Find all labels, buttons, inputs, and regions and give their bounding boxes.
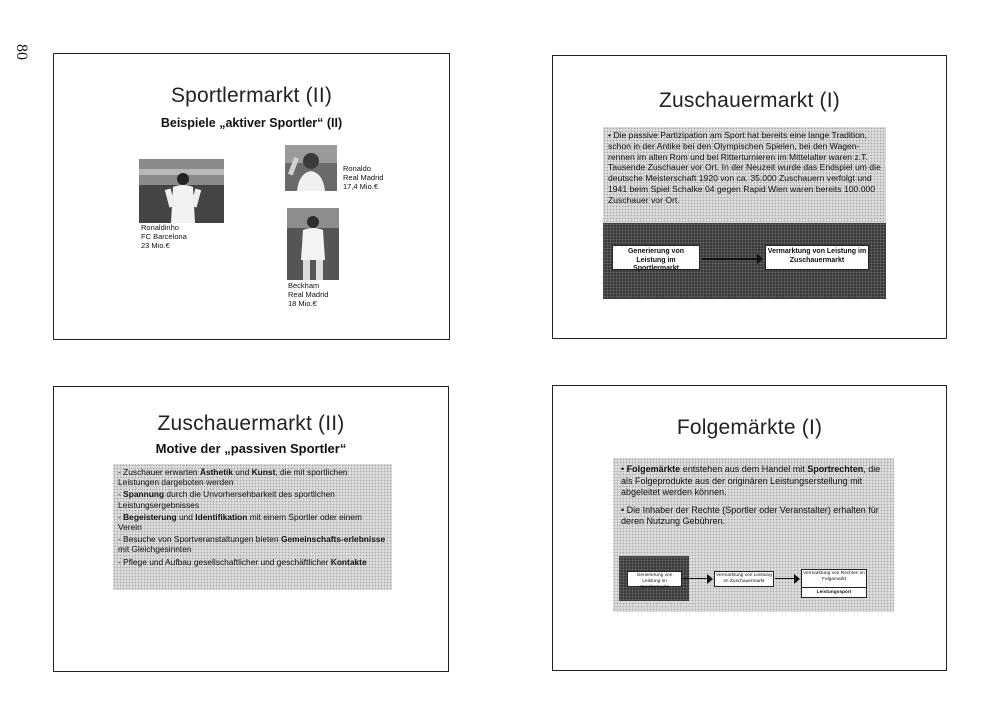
slide-sportlermarkt-ii	[53, 53, 450, 340]
box-vermarktung-rechte: Vermarktung von Rechten im Folgemarkt Leistungssport	[801, 569, 867, 598]
list-item: - Begeisterung und Identifikation mit einem Sportler oder einem Verein	[118, 511, 362, 533]
box-vermarktung: Vermarktung von Leistung im Zuschauermarkt	[765, 245, 869, 270]
list-item: - Zuschauer erwarten Ästhetik und Kunst, die mit sportlichen Leistungen dargeboten werden	[118, 467, 348, 488]
ronaldo-photo	[285, 145, 337, 191]
beckham-caption: Beckham Real Madrid 18 Mio.€	[288, 281, 329, 308]
slide-zuschauermarkt-ii	[53, 386, 449, 672]
diagram-background	[603, 223, 886, 299]
slide-title: Zuschauermarkt (II)	[157, 412, 345, 435]
box-generierung: Generierung von Leistung im Sportlermarkt	[612, 245, 700, 270]
slide-subtitle: Beispiele „aktiver Sportler“ (II)	[160, 116, 343, 130]
list-item: - Spannung durch die Unvorhersehbarkeit des sportlichen Leistungsergebnisses	[118, 489, 335, 510]
list-item: - Pflege und Aufbau gesellschaftlicher und geschäftlicher Kontakte	[118, 556, 367, 567]
page-number: 80	[13, 44, 30, 60]
slide-title: Zuschauermarkt (I)	[659, 89, 840, 112]
list-item: - Besuche von Sportveranstaltungen bieten Gemeinschafts-erlebnisse mit Gleichgesinnten	[118, 534, 386, 555]
motives-list	[113, 464, 392, 590]
ronaldinho-photo	[139, 159, 224, 223]
beckham-photo	[287, 208, 339, 280]
arrow	[702, 258, 758, 260]
ronaldinho-caption: Ronaldinho FC Barcelona 23 Mio.€	[141, 223, 187, 250]
paragraph-2: • Die Inhaber der Rechte (Sportler oder Veranstalter) erhalten für deren Nutzung Gebühren.	[621, 504, 879, 526]
arrow	[775, 578, 795, 579]
slide-text: • Die passive Partizipation am Sport hat bereits eine lange Tradition, schon in der Antike bei den Olympischen Spielen, bei den Wagen-rennen im alten Rom und bei Ritterturnieren im Mittelalter waren z.T. Tausende Zuschauer vor Ort. In der Neuzeit wurde das Endspiel um die deutsche Meisterschaft 1920 von ca. 35.000 Zuschauern verfolgt und 1941 beim Spiel Schalke 04 gegen Rapid Wien waren bereits 100.000 Zuschauer vor Ort.	[603, 127, 886, 223]
box-label: Leistungssport	[802, 587, 866, 596]
arrow	[683, 578, 708, 579]
box-vermarktung-zuschauer: Vermarktung von Leistung im Zuschauermarkt	[714, 571, 774, 587]
slide-zuschauermarkt-i	[552, 55, 947, 339]
slide-title: Folgemärkte (I)	[676, 416, 823, 439]
paragraph-1: • Folgemärkte entstehen aus dem Handel mit Sportrechten, die als Folgeprodukte aus der originären Leistungserstellung mit abgeleitet werden können.	[621, 464, 881, 497]
slide-folgemaerkte-i	[552, 385, 947, 671]
slide-title: Sportlermarkt (II)	[170, 84, 333, 107]
slide-subtitle: Motive der „passiven Sportler“	[155, 441, 347, 456]
box-generierung: Generierung von Leistung im Sportlermarkt	[627, 571, 682, 587]
ronaldo-caption: Ronaldo Real Madrid 17,4 Mio.€	[343, 164, 384, 191]
